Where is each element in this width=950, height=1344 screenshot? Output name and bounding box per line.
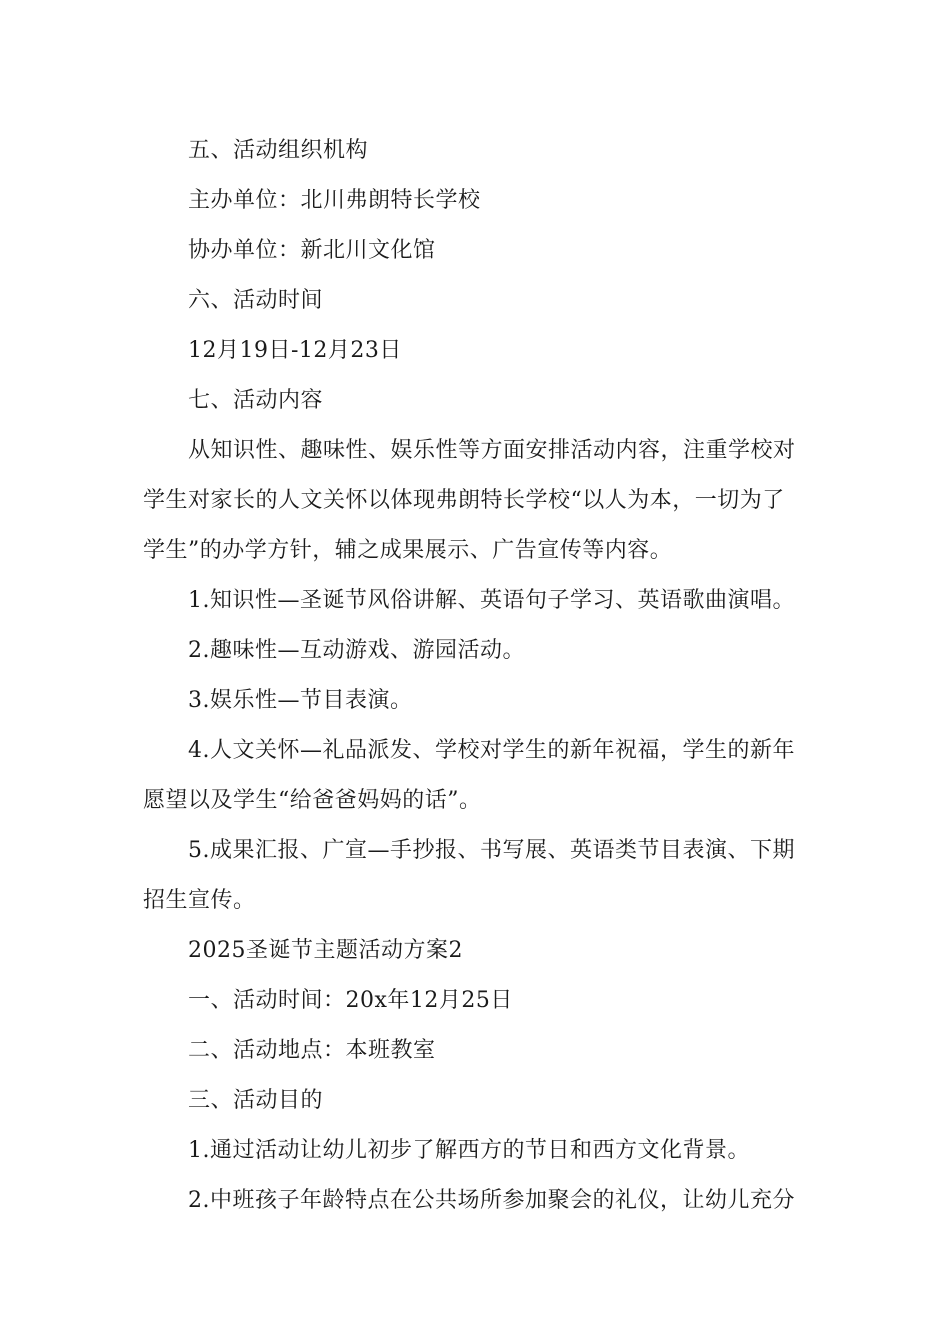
plan-2-heading-purpose: 三、活动目的	[188, 1088, 324, 1113]
purpose-item-1: 1.通过活动让幼儿初步了解西方的节日和西方文化背景。	[188, 1138, 750, 1163]
content-item-1: 1.知识性—圣诞节风俗讲解、英语句子学习、英语歌曲演唱。	[188, 588, 795, 613]
content-item-3: 3.娱乐性—节目表演。	[188, 688, 413, 713]
content-intro-paragraph: 从知识性、趣味性、娱乐性等方面安排活动内容，注重学校对学生对家长的人文关怀以体现弗朗特长学校“以人为本，一切为了学生”的办学方针，辅之成果展示、广告宣传等内容。	[143, 438, 796, 563]
content-item-2: 2.趣味性—互动游戏、游园活动。	[188, 638, 525, 663]
content-item-5: 5.成果汇报、广宣—手抄报、书写展、英语类节目表演、下期招生宣传。	[143, 838, 795, 913]
co-host-unit-line: 协办单位：新北川文化馆	[188, 238, 436, 263]
plan-2-title: 2025圣诞节主题活动方案2	[188, 938, 463, 963]
plan-2-time: 一、活动时间：20x年12月25日	[188, 988, 513, 1013]
section-heading-organization: 五、活动组织机构	[188, 138, 369, 163]
activity-date-range: 12月19日-12月23日	[188, 338, 402, 363]
section-heading-content: 七、活动内容	[188, 388, 324, 413]
section-heading-time: 六、活动时间	[188, 288, 324, 313]
document-body	[143, 126, 807, 1226]
host-unit-line: 主办单位：北川弗朗特长学校	[188, 188, 481, 213]
purpose-item-2: 2.中班孩子年龄特点在公共场所参加聚会的礼仪，让幼儿充分	[188, 1188, 795, 1213]
content-item-4: 4.人文关怀—礼品派发、学校对学生的新年祝福，学生的新年愿望以及学生“给爸爸妈妈的话”。	[143, 738, 795, 813]
plan-2-location: 二、活动地点：本班教室	[188, 1038, 436, 1063]
